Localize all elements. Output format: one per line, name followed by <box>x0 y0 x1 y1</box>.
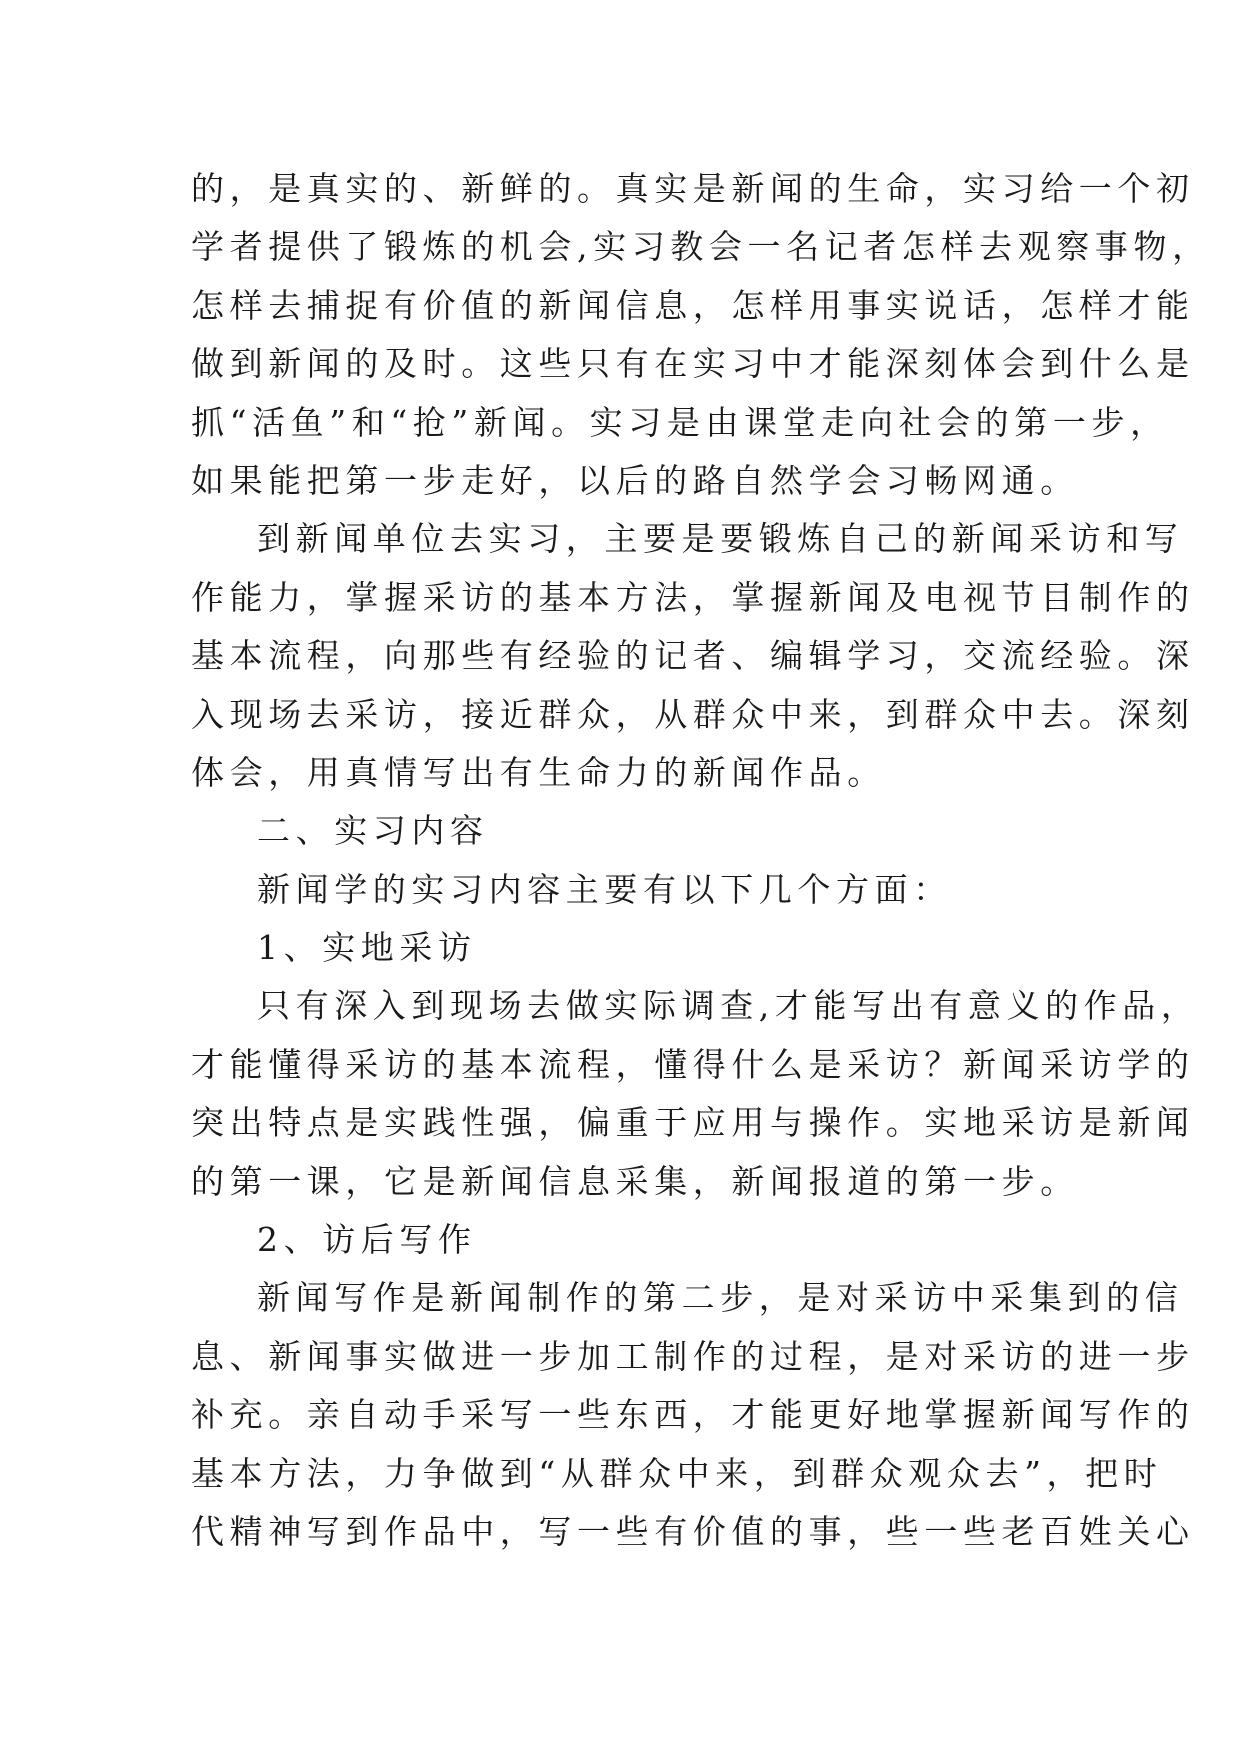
text-line: 的第一课，它是新闻信息采集，新闻报道的第一步。 <box>191 1161 1079 1201</box>
text-line: 代精神写到作品中，写一些有价值的事，些一些老百姓关心 <box>191 1511 1195 1551</box>
section-heading: 二、实习内容 <box>257 811 489 851</box>
subsection-heading: 2、访后写作 <box>257 1220 477 1260</box>
text-line: 才能懂得采访的基本流程，懂得什么是采访？新闻采访学的 <box>191 1044 1195 1084</box>
text-line: 做到新闻的及时。这些只有在实习中才能深刻体会到什么是 <box>191 344 1195 384</box>
paragraph-first-line: 只有深入到现场去做实际调查,才能写出有意义的作品， <box>257 986 1200 1026</box>
text-line: 突出特点是实践性强，偏重于应用与操作。实地采访是新闻 <box>191 1103 1195 1143</box>
subsection-heading: 1、实地采访 <box>257 928 477 968</box>
text-line: 作能力，掌握采访的基本方法，掌握新闻及电视节目制作的 <box>191 577 1195 617</box>
paragraph-first-line: 新闻学的实习内容主要有以下几个方面： <box>257 869 952 909</box>
text-line: 的，是真实的、新鲜的。真实是新闻的生命，实习给一个初 <box>191 169 1195 208</box>
text-line: 学者提供了锻炼的机会,实习教会一名记者怎样去观察事物， <box>191 227 1211 267</box>
text-line: 补充。亲自动手采写一些东西，才能更好地掌握新闻写作的 <box>191 1395 1195 1435</box>
text-line: 抓“活鱼”和“抢”新闻。实习是由课堂走向社会的第一步， <box>191 402 1169 442</box>
paragraph-first-line: 新闻写作是新闻制作的第二步，是对采访中采集到的信 <box>257 1278 1184 1318</box>
text-line: 息、新闻事实做进一步加工制作的过程，是对采访的进一步 <box>191 1336 1195 1376</box>
text-line: 如果能把第一步走好，以后的路自然学会习畅网通。 <box>191 460 1079 500</box>
body-text <box>191 160 1211 1561</box>
text-line: 怎样去捕捉有价值的新闻信息，怎样用事实说话，怎样才能 <box>191 285 1195 325</box>
text-line: 体会，用真情写出有生命力的新闻作品。 <box>191 752 886 792</box>
text-line: 基本流程，向那些有经验的记者、编辑学习，交流经验。深 <box>191 636 1195 676</box>
text-line: 基本方法，力争做到“从群众中来，到群众观众去”，把时 <box>191 1453 1163 1493</box>
paragraph-first-line: 到新闻单位去实习，主要是要锻炼自己的新闻采访和写 <box>257 519 1184 559</box>
text-line: 入现场去采访，接近群众，从群众中来，到群众中去。深刻 <box>191 694 1195 734</box>
